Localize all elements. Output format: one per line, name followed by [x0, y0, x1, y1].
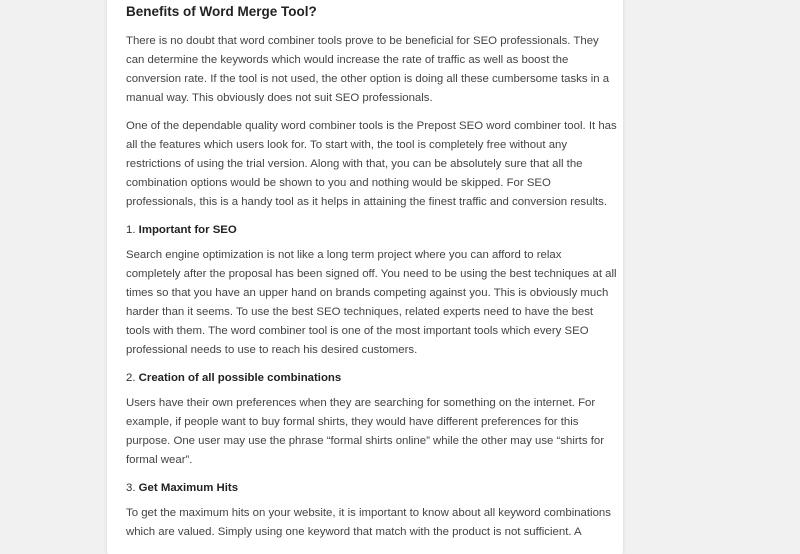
- intro-paragraph-1: There is no doubt that word combiner tools prove to be beneficial for SEO professionals. They can determine the keywords which would increase the rate of traffic as well as boost the conversion rate. If the tool is not used, the other option is doing all these cumbersome tasks in a manual way. This obviously does not suit SEO professionals.: [126, 35, 610, 104]
- section-body-possible-combinations: Users have their own preferences when they are searching for something on the internet. For example, if people want to buy formal shirts, they would have different preferences for this purpose. One user may use the phrase “formal shirts online” while the other may use “shirts for formal wear”.: [126, 397, 604, 466]
- section-body-important-for-seo: Search engine optimization is not like a long term project where you can afford to relax completely after the proposal has been signed off. You need to be using the best techniques at all times so that you have an upper hand on brands competing against you. This is obviously much harder than it seems. To use the best SEO techniques, related experts need to have the best tools with them. The word combiner tool is one of the most important tools which every SEO professional needs to use to reach his desired customers.: [126, 249, 617, 356]
- section-title: Creation of all possible combinations: [138, 372, 342, 384]
- section-number: 2.: [126, 372, 136, 384]
- section-heading-maximum-hits: [126, 480, 238, 497]
- section-title: Get Maximum Hits: [138, 482, 239, 494]
- section-heading-possible-combinations: [126, 370, 341, 387]
- section-title: Important for SEO: [138, 224, 237, 236]
- intro-paragraph-2: One of the dependable quality word combiner tools is the Prepost SEO word combiner tool. It has all the features which users look for. To start with, the tool is completely free without any restrictions of using the trial version. Along with that, you can be absolutely sure that all the combination options would be shown to you and nothing would be skipped. For SEO professionals, this is a handy tool as it helps in attaining the finest traffic and conversion results.: [126, 120, 617, 208]
- article-heading: Benefits of Word Merge Tool?: [126, 4, 317, 19]
- section-heading-important-for-seo: [126, 222, 237, 239]
- section-number: 1.: [126, 224, 136, 236]
- section-body-maximum-hits: To get the maximum hits on your website, it is important to know about all keyword combinations which are valued. Simply using one keyword that match with the product is not sufficient. A: [126, 507, 611, 538]
- section-number: 3.: [126, 482, 136, 494]
